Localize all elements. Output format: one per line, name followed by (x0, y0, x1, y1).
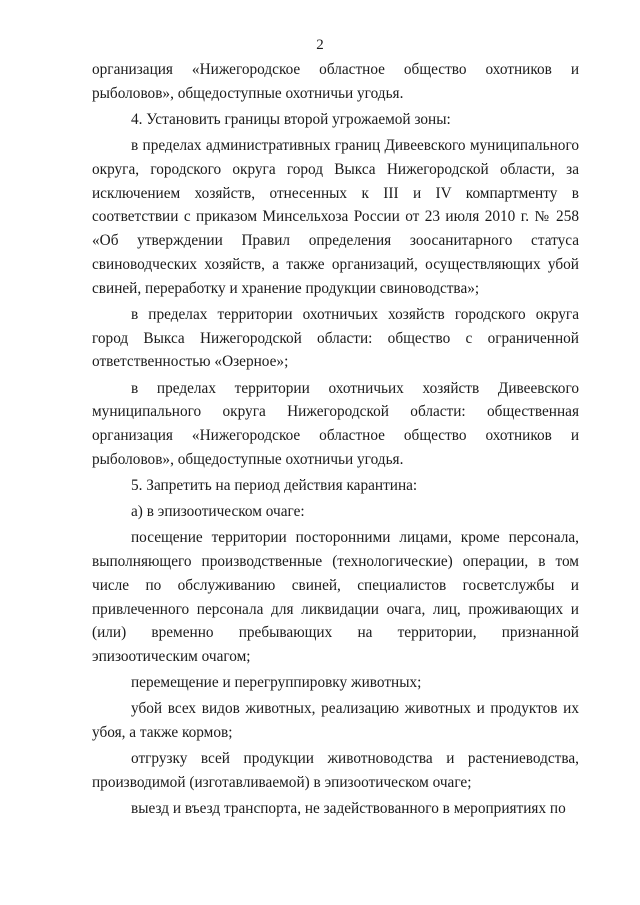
paragraph-continuation: организация «Нижегородское областное общество охотников и рыболовов», общедоступные охотничьи угодья. (92, 61, 579, 102)
paragraph-visit-ban: посещение территории посторонними лицами, кроме персонала, выполняющего производственные (технологические) операции, в том числе по обслуживанию свиней, специалистов госветслужбы и привлеченного персонала для ликвидации очага, лиц, проживающих и (или) временно пребывающих на территории, признанной эпизоотическим очагом; (92, 529, 579, 666)
paragraph-animal-movement: перемещение и перегруппировку животных; (131, 674, 422, 692)
document-body (92, 58, 579, 823)
page-number: 2 (316, 37, 324, 53)
paragraph-zone-boundaries: в пределах административных границ Дивеевского муниципального округа, городского округа город Выкса Нижегородской области, за исключением хозяйств, отнесенных к III и IV компартменту в соответствии с приказом Минсельхоза России от 23 июля 2010 г. № 258 «Об утверждении Правил определения зоосанитарного статуса свиноводческих хозяйств, а также организаций, осуществляющих убой свиней, переработку и хранение продукции свиноводства»; (92, 136, 579, 297)
paragraph-item-5: 5. Запретить на период действия карантина: (131, 477, 418, 495)
paragraph-item-4: 4. Установить границы второй угрожаемой зоны: (131, 110, 451, 128)
paragraph-diveevo-hunting: в пределах территории охотничьих хозяйств Дивеевского муниципального округа Нижегородской области: общественная организация «Нижегородское областное общество охотников и рыболовов», общедоступные охотничьи угодья. (92, 379, 579, 468)
paragraph-subitem-a: а) в эпизоотическом очаге: (131, 503, 305, 521)
paragraph-vyksa-hunting: в пределах территории охотничьих хозяйств городского округа город Выкса Нижегородской области: общество с ограниченной ответственностью «Озерное»; (92, 305, 579, 371)
paragraph-shipment-ban: отгрузку всей продукции животноводства и растениеводства, производимой (изготавливаемой) в эпизоотическом очаге; (92, 750, 579, 792)
paragraph-slaughter-ban: убой всех видов животных, реализацию животных и продуктов их убоя, а также кормов; (92, 700, 579, 742)
paragraph-transport-ban: выезд и въезд транспорта, не задействованного в мероприятиях по (131, 800, 566, 818)
